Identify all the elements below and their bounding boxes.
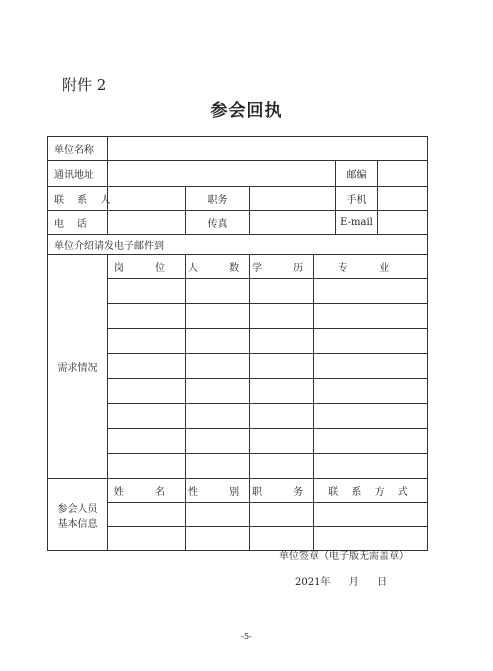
demand-education-cell[interactable]	[250, 429, 314, 454]
demand-major-cell[interactable]	[314, 454, 428, 479]
contact-field[interactable]	[108, 187, 186, 211]
postcode-field[interactable]	[378, 161, 428, 187]
demand-count-cell[interactable]	[186, 304, 250, 329]
demand-post-cell[interactable]	[108, 304, 186, 329]
demand-post-cell[interactable]	[108, 329, 186, 354]
attendee-header-name: 姓 名	[108, 479, 186, 503]
position-label: 职务	[186, 187, 250, 211]
demand-count-cell[interactable]	[186, 329, 250, 354]
unit-name-label: 单位名称	[48, 137, 108, 161]
unit-signature-note: 单位签章（电子版无需盖章）	[279, 551, 409, 562]
attendee-gender-cell[interactable]	[186, 503, 250, 527]
demand-education-cell[interactable]	[250, 379, 314, 404]
demand-post-cell[interactable]	[108, 354, 186, 379]
demand-count-cell[interactable]	[186, 404, 250, 429]
demand-post-cell[interactable]	[108, 454, 186, 479]
demand-count-cell[interactable]	[186, 454, 250, 479]
attendee-header-position: 职 务	[250, 479, 314, 503]
row-unit-name	[48, 137, 428, 161]
row-phone	[48, 211, 428, 235]
phone-label: 电 话	[48, 211, 108, 235]
demand-header-education: 学 历	[250, 255, 314, 279]
demand-major-cell[interactable]	[314, 404, 428, 429]
page-number: -5-	[241, 632, 252, 641]
unit-name-field[interactable]	[108, 137, 428, 161]
demand-major-cell[interactable]	[314, 354, 428, 379]
email-field[interactable]	[378, 211, 428, 235]
intro-label: 单位介绍请发电子邮件到	[48, 235, 428, 255]
attendee-contact-cell[interactable]	[314, 503, 428, 527]
address-label: 通讯地址	[48, 161, 108, 187]
demand-count-cell[interactable]	[186, 429, 250, 454]
demand-major-cell[interactable]	[314, 304, 428, 329]
phone-field[interactable]	[108, 211, 186, 235]
demand-education-cell[interactable]	[250, 304, 314, 329]
attendee-name-cell[interactable]	[108, 503, 186, 527]
demand-post-cell[interactable]	[108, 279, 186, 304]
demand-count-cell[interactable]	[186, 279, 250, 304]
demand-header-row	[48, 255, 428, 279]
mobile-label: 手机	[336, 187, 378, 211]
fax-field[interactable]	[250, 211, 336, 235]
demand-major-cell[interactable]	[314, 429, 428, 454]
demand-education-cell[interactable]	[250, 354, 314, 379]
demand-major-cell[interactable]	[314, 329, 428, 354]
demand-header-count: 人 数	[186, 255, 250, 279]
demand-education-cell[interactable]	[250, 454, 314, 479]
attendee-gender-cell[interactable]	[186, 527, 250, 551]
attendee-header-contact: 联 系 方 式	[314, 479, 428, 503]
page-title: 参会回执	[210, 101, 283, 121]
attendee-label-line1: 参会人员	[57, 503, 98, 515]
demand-education-cell[interactable]	[250, 404, 314, 429]
attendee-header-gender: 性 别	[186, 479, 250, 503]
demand-major-cell[interactable]	[314, 279, 428, 304]
demand-header-post: 岗 位	[108, 255, 186, 279]
contact-label: 联 系 人	[48, 187, 108, 211]
attendee-label	[48, 479, 108, 551]
demand-post-cell[interactable]	[108, 404, 186, 429]
demand-label: 需求情况	[48, 255, 108, 479]
row-address	[48, 161, 428, 187]
postcode-label: 邮编	[336, 161, 378, 187]
demand-major-cell[interactable]	[314, 379, 428, 404]
position-field[interactable]	[250, 187, 336, 211]
date-line: 2021年 月 日	[295, 577, 388, 588]
row-contact	[48, 187, 428, 211]
attendee-position-cell[interactable]	[250, 503, 314, 527]
fax-label: 传真	[186, 211, 250, 235]
attendee-header-row	[48, 479, 428, 503]
row-intro	[48, 235, 428, 255]
attendee-label-line2: 基本信息	[57, 518, 98, 530]
demand-header-major: 专 业	[314, 255, 428, 279]
demand-post-cell[interactable]	[108, 379, 186, 404]
mobile-field[interactable]	[378, 187, 428, 211]
demand-count-cell[interactable]	[186, 354, 250, 379]
address-field[interactable]	[108, 161, 336, 187]
demand-education-cell[interactable]	[250, 279, 314, 304]
demand-post-cell[interactable]	[108, 429, 186, 454]
demand-count-cell[interactable]	[186, 379, 250, 404]
email-label: E-mail	[336, 211, 378, 235]
attendee-name-cell[interactable]	[108, 527, 186, 551]
registration-form-table	[47, 136, 428, 551]
attachment-label: 附件 2	[62, 76, 107, 94]
demand-education-cell[interactable]	[250, 329, 314, 354]
